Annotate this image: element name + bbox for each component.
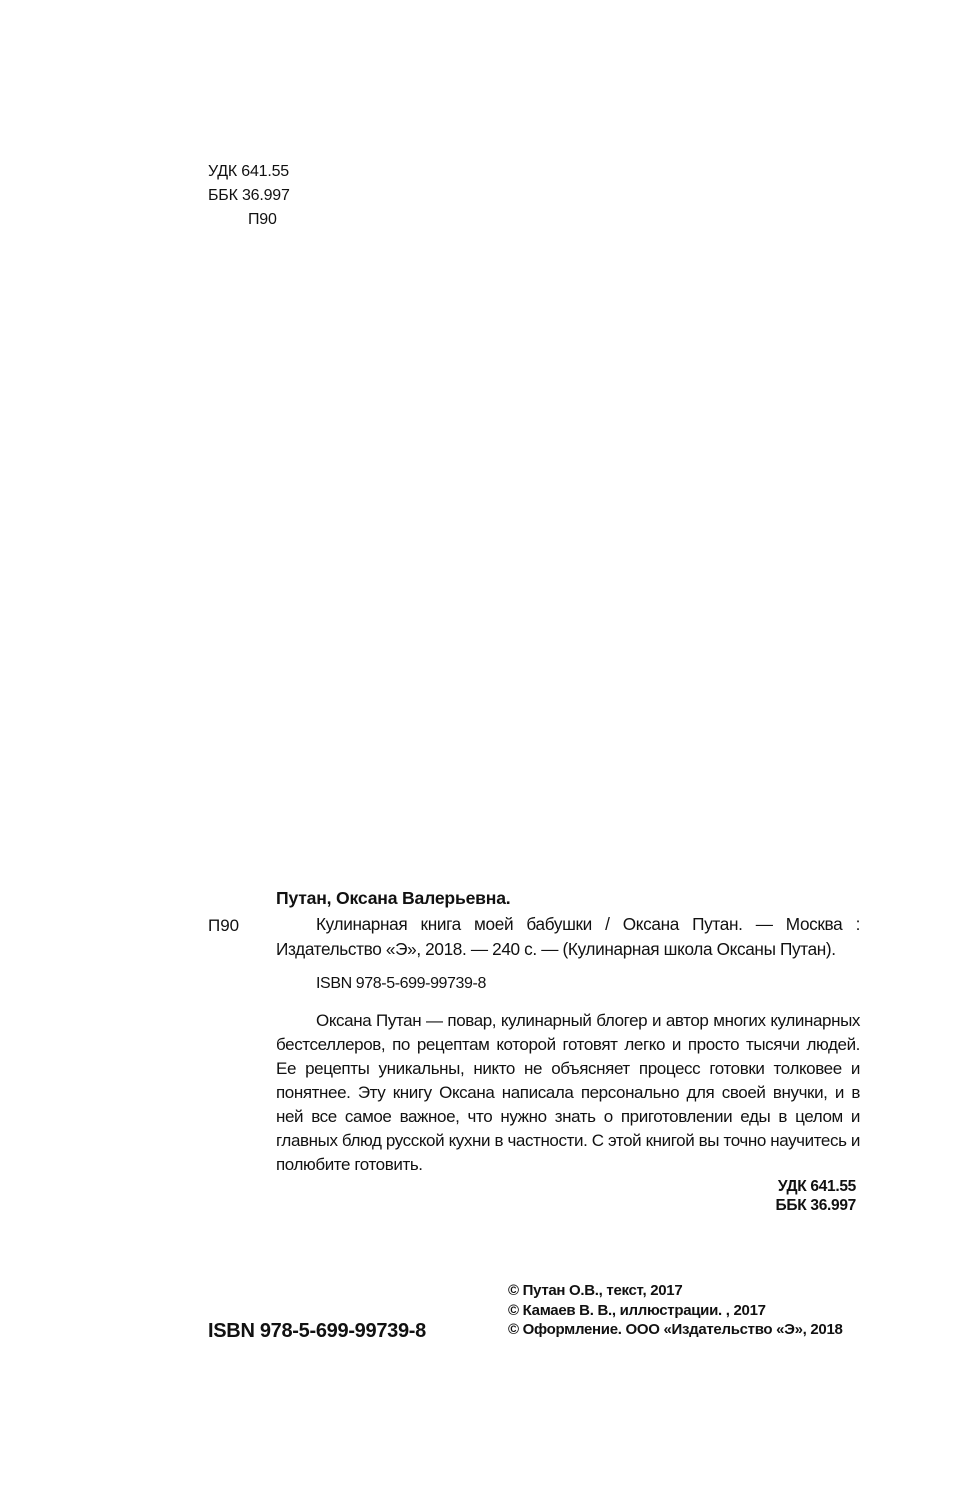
- annotation-text: Оксана Путан — повар, кулинарный блогер и автор многих кулинарных бестселлеров, по рецептам которой готовят легко и просто тысячи людей. Ее рецепты уникальны, никто не объясняет процесс готовки толковее и понятнее. Эту книгу Оксана написала персонально для своей внучки, и в ней все самое важное, что нужно знать о приготовлении еды в целом и главных блюд русской кухни в частности.: [276, 1011, 860, 1150]
- copyright-illustrations: © Камаев В. В., иллюстрации. , 2017: [508, 1301, 766, 1319]
- copyright-text: © Путан О.В., текст, 2017: [508, 1282, 683, 1299]
- record-annotation: [276, 1009, 860, 1177]
- classification-codes-top: [208, 160, 290, 232]
- copyright-design: © Оформление. ООО «Издательство «Э», 2018: [508, 1321, 843, 1338]
- udk-code: УДК 641.55: [208, 163, 289, 180]
- copyright-block: [508, 1281, 843, 1340]
- bibliographic-record: [276, 886, 860, 1215]
- udk-code-bold: УДК 641.55: [777, 1178, 856, 1195]
- bbk-code-bold: ББК 36.997: [775, 1197, 856, 1214]
- author-mark: П90: [248, 211, 277, 228]
- isbn-main: ISBN 978-5-699-99739-8: [208, 1320, 426, 1342]
- record-heading: Путан, Оксана Валерьевна.: [276, 888, 511, 908]
- author-mark-left: П90: [208, 916, 240, 935]
- bbk-code: ББК 36.997: [208, 187, 290, 204]
- record-isbn: ISBN 978-5-699-99739-8: [316, 975, 486, 992]
- annotation-last-line: С этой книгой вы точно научитесь и полюбите готовить.: [276, 1131, 861, 1174]
- classification-codes-bottom: [276, 1177, 860, 1215]
- record-entry: Кулинарная книга моей бабушки / Оксана Путан. — Москва : Издательство «Э», 2018. — 240 с. — (Кулинарная школа Оксаны Путан).: [276, 914, 860, 959]
